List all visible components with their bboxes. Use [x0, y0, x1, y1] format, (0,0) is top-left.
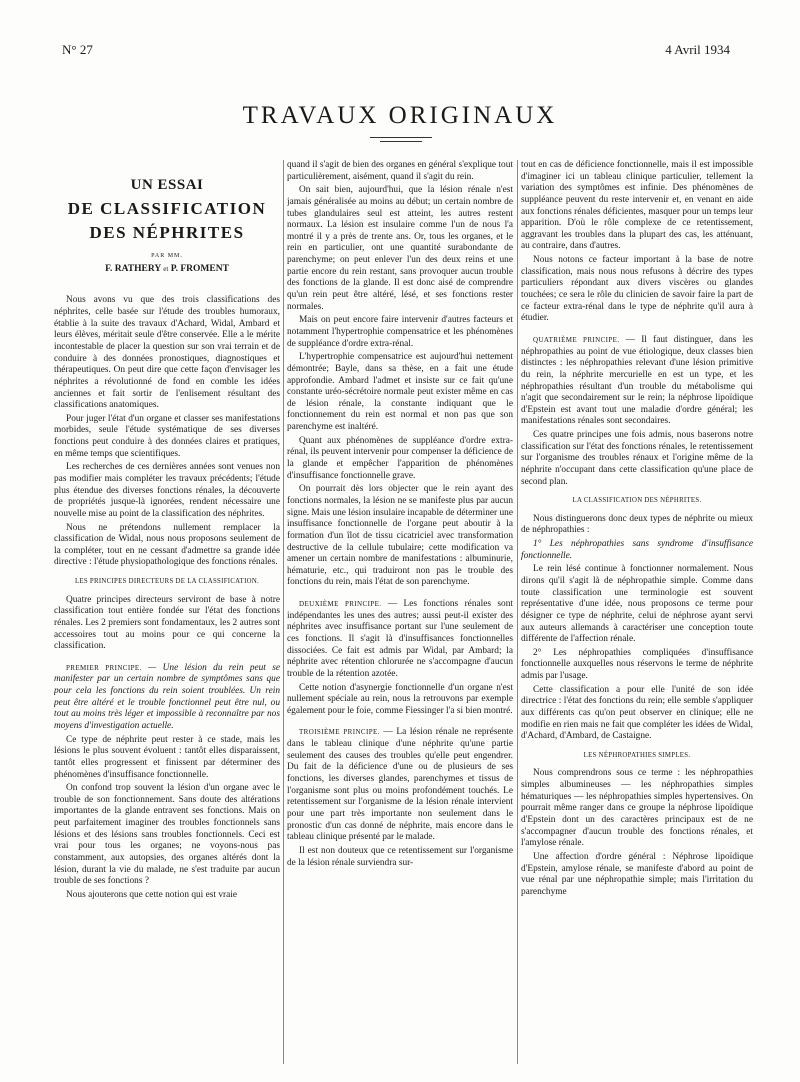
column-divider-2 [517, 160, 518, 1064]
principle-text: — Il faut distinguer, dans les néphropathies au point de vue étiologique, deux classes bien distinctes : les néphropathies relevant d'une lésion primitive du rein, la néphrite mercurielle en est un type, et les néphropathies résultant d'un trouble du métabolisme qui n'agit que secondairement sur le rein; la néphrose lipoïdique d'Epstein est avant tout une maladie d'ordre général; les manifestations rénales sont secondaires. [521, 334, 753, 427]
paragraph: Ce type de néphrite peut rester à ce stade, mais les lésions le plus souvent évoluent : tantôt elles disparaissent, tantôt elles progressent et finissent par déterminer des phénomènes d'insuffisance fonctionnelle. [54, 734, 280, 780]
section-heading: LES NÉPHROPATHIES SIMPLES. [583, 751, 691, 759]
paragraph: Une affection d'ordre général : Néphrose lipoïdique d'Epstein, amylose rénale, se manifeste d'abord au point de vue rénal par une néphropathie simple; mais l'irritation du parenchyme [521, 851, 753, 897]
paragraph [54, 663, 280, 733]
column-3 [521, 160, 753, 1072]
principle-label: PREMIER PRINCIPE. [66, 663, 142, 672]
paragraph [287, 599, 513, 680]
paragraph: Le rein lésé continue à fonctionner normalement. Nous dirons qu'il s'agit là de néphropathie simple. Comme dans toute classification une terminologie est souvent représentative d'une idée, nous proposons ce terme pour désigner ce type de néphrite, celui de néphrose ayant servi aux auteurs allemands à caractériser une conception toute différente de l'affection rénale. [521, 564, 753, 645]
authors [54, 264, 280, 276]
paragraph: Nous distinguerons donc deux types de néphrite ou mieux de néphropathies : [521, 513, 753, 536]
paragraph: Quatre principes directeurs serviront de base à notre classification tout entière fondée sur l'état des fonctions rénales. Les 2 premiers sont fondamentaux, les 2 autres sont accessoires tout au moins pour ce qui concerne la classification. [54, 594, 280, 652]
principle-label: DEUXIÈME PRINCIPE. [299, 600, 382, 609]
column-1 [54, 170, 280, 1072]
column-divider-1 [283, 160, 284, 1064]
column-2 [287, 160, 513, 1072]
paragraph: On confond trop souvent la lésion d'un organe avec le trouble de son fonctionnement. Sans doute des altérations importantes de la glande entravent ses fonctions. Mais on peut parfaitement imaginer des troubles fonctionnels sans lésions et des lésions sans troubles fonctionnels. Ceci est vrai pour tous les organes; ne voyons-nous pas constamment, aux autopsies, des organes altérés dont la lésion, durant la vie du malade, ne s'est traduite par aucun trouble de ses fonctions ? [54, 783, 280, 887]
paragraph: Nous ne prétendons nullement remplacer la classification de Widal, nous nous proposons seulement de la compléter, tout en ne cessant d'admettre sa grande idée directive : l'étude physiopathologique des fonctions rénales. [54, 522, 280, 568]
article-title [54, 176, 280, 243]
title-rule [370, 137, 432, 138]
article-title-line3: DES NÉPHRITES [89, 222, 245, 242]
paragraph: L'hypertrophie compensatrice est aujourd'hui nettement démontrée; Bayle, dans sa thèse, en a fait une étude approfondie. Ambard l'admet et insiste sur ce fait qu'une constante uréo-sécrétoire normale peut exister même en cas de lésion rénale, la constante indiquant que le fonctionnement du rein est normal et non pas que son parenchyme est inaltéré. [287, 352, 513, 433]
by-line: PAR MM. [151, 253, 183, 260]
paragraph: Nous avons vu que des trois classifications des néphrites, celle basée sur l'étude des troubles humoraux, établie à la suite des travaux d'Achard, Widal, Ambard et leurs élèves, méritait seule d'être conservée. Elle a le mérite incontestable de placer la question sur son vrai terrain et de conduire à des données pronostiques, diagnostiques et thérapeutiques. On peut dire que cette façon d'envisager les néphrites a révolutionné de fond en comble les idées anciennes et fait sortir de l'enlisement résultant des classifications anatomiques. [54, 295, 280, 411]
paragraph: Ces quatre principes une fois admis, nous baserons notre classification sur l'état des fonctions rénales, le retentissement sur l'organisme des troubles rénaux et l'origine même de la néphrite n'occupant dans cette classification qu'une place de second plan. [521, 430, 753, 487]
paragraph: Pour juger l'état d'un organe et classer ses manifestations morbides, seule l'étude systématique de ses diverses fonctions peut conduire à des données claires et pratiques, en même temps que scientifiques. [54, 413, 280, 459]
paragraph [521, 335, 753, 428]
principle-label: QUATRIÈME PRINCIPE. [533, 335, 620, 344]
paragraph: Nous ajouterons que cette notion qui est vraie [66, 889, 237, 900]
paragraph: Cette classification a pour elle l'unité de son idée directrice : l'état des fonctions du rein; elle semble s'appliquer aux différents cas qu'on peut observer en clinique; elle ne modifie en rien mais ne fait que compléter les idées de Widal, d'Achard, d'Ambard, de Castaigne. [521, 684, 753, 742]
issue-date: 4 Avril 1934 [665, 42, 730, 57]
paragraph: Nous notons ce facteur important à la base de notre classification, mais nous nous refusons à décrire des types particuliers répondant aux divers viscères ou glandes touchées; ce sera le rôle du clinicien de savoir faire la part de ce facteur extra-rénal dans le type de néphrite qu'il aura à étudier. [521, 255, 753, 324]
principle-label: TROISIÈME PRINCIPE. [299, 728, 380, 737]
principle-text: — Les fonctions rénales sont indépendantes les unes des autres; aussi peut-il exister des néphrites avec insuffisance portant sur l'une seulement de ces fonctions. Il s'agit là d'insuffisances fonctionnelles dissociées. Ce fait est admis par Widal, par Ambard; la néphrite avec rétention chlorurée ne s'accompagne d'aucun trouble de la rétention azotée. [287, 599, 513, 679]
paragraph: Cette notion d'asynergie fonctionnelle d'un organe n'est nullement spéciale au rein, nous la retrouvons par exemple également pour le foie, comme Fiessinger l'a si bien montré. [287, 682, 513, 716]
paragraph: 2° Les néphropathies compliquées d'insuffisance fonctionnelle auxquelles nous réservons le terme de néphrite admis par l'usage. [521, 647, 753, 682]
paragraph: On pourrait dès lors objecter que le rein ayant des fonctions normales, la lésion ne se manifeste plus par aucun signe. Mais une lésion insulaire incapable de déterminer une insuffisance fonctionnelle de l'organe peut aboutir à la formation d'un îlot de tissu cicatriciel avec transformation destructive de la cellule tubulaire; cette modification va amener un certain nombre de manifestations : albuminurie, hématurie, etc., qui traduiront non pas le trouble des fonctions du rein, mais l'état de son parenchyme. [287, 484, 513, 588]
paragraph: Quant aux phénomènes de suppléance d'ordre extra-rénal, ils peuvent intervenir pour compenser la déficience de la glande et empêcher l'apparition de phénomènes d'insuffisance fonctionnelle grave. [287, 435, 513, 481]
section-heading: LA CLASSIFICATION DES NÉPHRITES. [572, 497, 702, 505]
author-2: P. FROMENT [170, 263, 229, 274]
section-title: TRAVAUX ORIGINAUX [242, 102, 558, 129]
section-heading: LES PRINCIPES DIRECTEURS DE LA CLASSIFICATION. [74, 578, 260, 586]
article-title-line2: DE CLASSIFICATION [67, 198, 267, 218]
paragraph: Il est non douteux que ce retentissement sur l'organisme de la lésion rénale surviendra sur- [287, 845, 513, 868]
author-1: F. RATHERY [105, 263, 161, 274]
author-conjunction: et [163, 264, 169, 273]
paragraph [287, 727, 513, 843]
principle-text: — Une lésion du rein peut se manifester par un certain nombre de symptômes sans que pour cela les fonctions du rein soient troublées. Un rein peut être altéré et le trouble fonctionnel peut être nul, ou tout au moins très léger et impossible à reconnaître par nos moyens d'investigation actuelle. [54, 662, 280, 731]
paragraph: Nous comprendrons sous ce terme : les néphropathies simples albumineuses — les néphropathies simples hématuriques — les néphropathies simples hypertensives. On pourrait même ranger dans ce groupe la néphrose lipoïdique d'Epstein dont un des caractères principaux est de ne s'accompagner d'aucun trouble des fonctions rénales, et l'amylose rénale. [521, 768, 753, 849]
article-title-line1: UN ESSAI [130, 177, 204, 193]
paragraph: On sait bien, aujourd'hui, que la lésion rénale n'est jamais généralisée au moins au début; un certain nombre de tubes glandulaires seul est atteint, les autres restent normaux. La lésion est insulaire comme l'un de nous l'a montré il y a près de trente ans. Or, tous les organes, et le rein en particulier, ont une quantité surabondante de parenchyme; on peut enlever l'un des deux reins et une partie encore du rein restant, sans provoquer aucun trouble des fonctions de la glande. Il est donc aisé de comprendre qu'un rein peut être altéré, lésé, et ses fonctions rester normales. [287, 185, 513, 312]
principle-text: — La lésion rénale ne représente dans le tableau clinique d'une néphrite qu'une partie seulement des causes des troubles qu'elle peut engendrer. Du fait de la déficience d'une ou de plusieurs de ses fonctions, les diverses glandes, parenchymes et tissus de l'organisme sont plus ou moins profondément touchés. Le retentissement sur l'organisme de la lésion rénale intervient pour une part très importante non seulement dans le pronostic d'un cas donné de néphrite, mais encore dans le tableau clinique présenté par le malade. [287, 727, 513, 843]
paragraph: 1° Les néphropathies sans syndrome d'insuffisance fonctionnelle. [521, 539, 753, 561]
paragraph: tout en cas de déficience fonctionnelle, mais il est impossible d'imaginer ici un tableau clinique particulier, tellement la variation des symptômes est infinie. Des phénomènes de suppléance peuvent du reste intervenir et, en venant en aide aux fonctions rénales déficientes, masquer pour un temps leur apparition. D'où le rôle complexe de ce retentissement, aggravant les troubles dans la plupart des cas, les atténuant, au contraire, dans d'autres. [521, 160, 753, 252]
paragraph: quand il s'agit de bien des organes en général s'explique tout particulièrement, aisément, quand il s'agit du rein. [287, 160, 513, 182]
paragraph: Les recherches de ces dernières années sont venues non pas modifier mais compléter les travaux précédents; l'étude plus étendue des diverses fonctions rénales, la découverte de propriétés jusque-là ignorées, rendent nécessaire une nouvelle mise au point de la classification des néphrites. [54, 462, 280, 519]
paragraph: Mais on peut encore faire intervenir d'autres facteurs et notamment l'hypertrophie compensatrice et les phénomènes de suppléance d'ordre extra-rénal. [287, 315, 513, 349]
title-rule-2 [380, 141, 422, 142]
issue-number: N° 27 [62, 42, 93, 57]
